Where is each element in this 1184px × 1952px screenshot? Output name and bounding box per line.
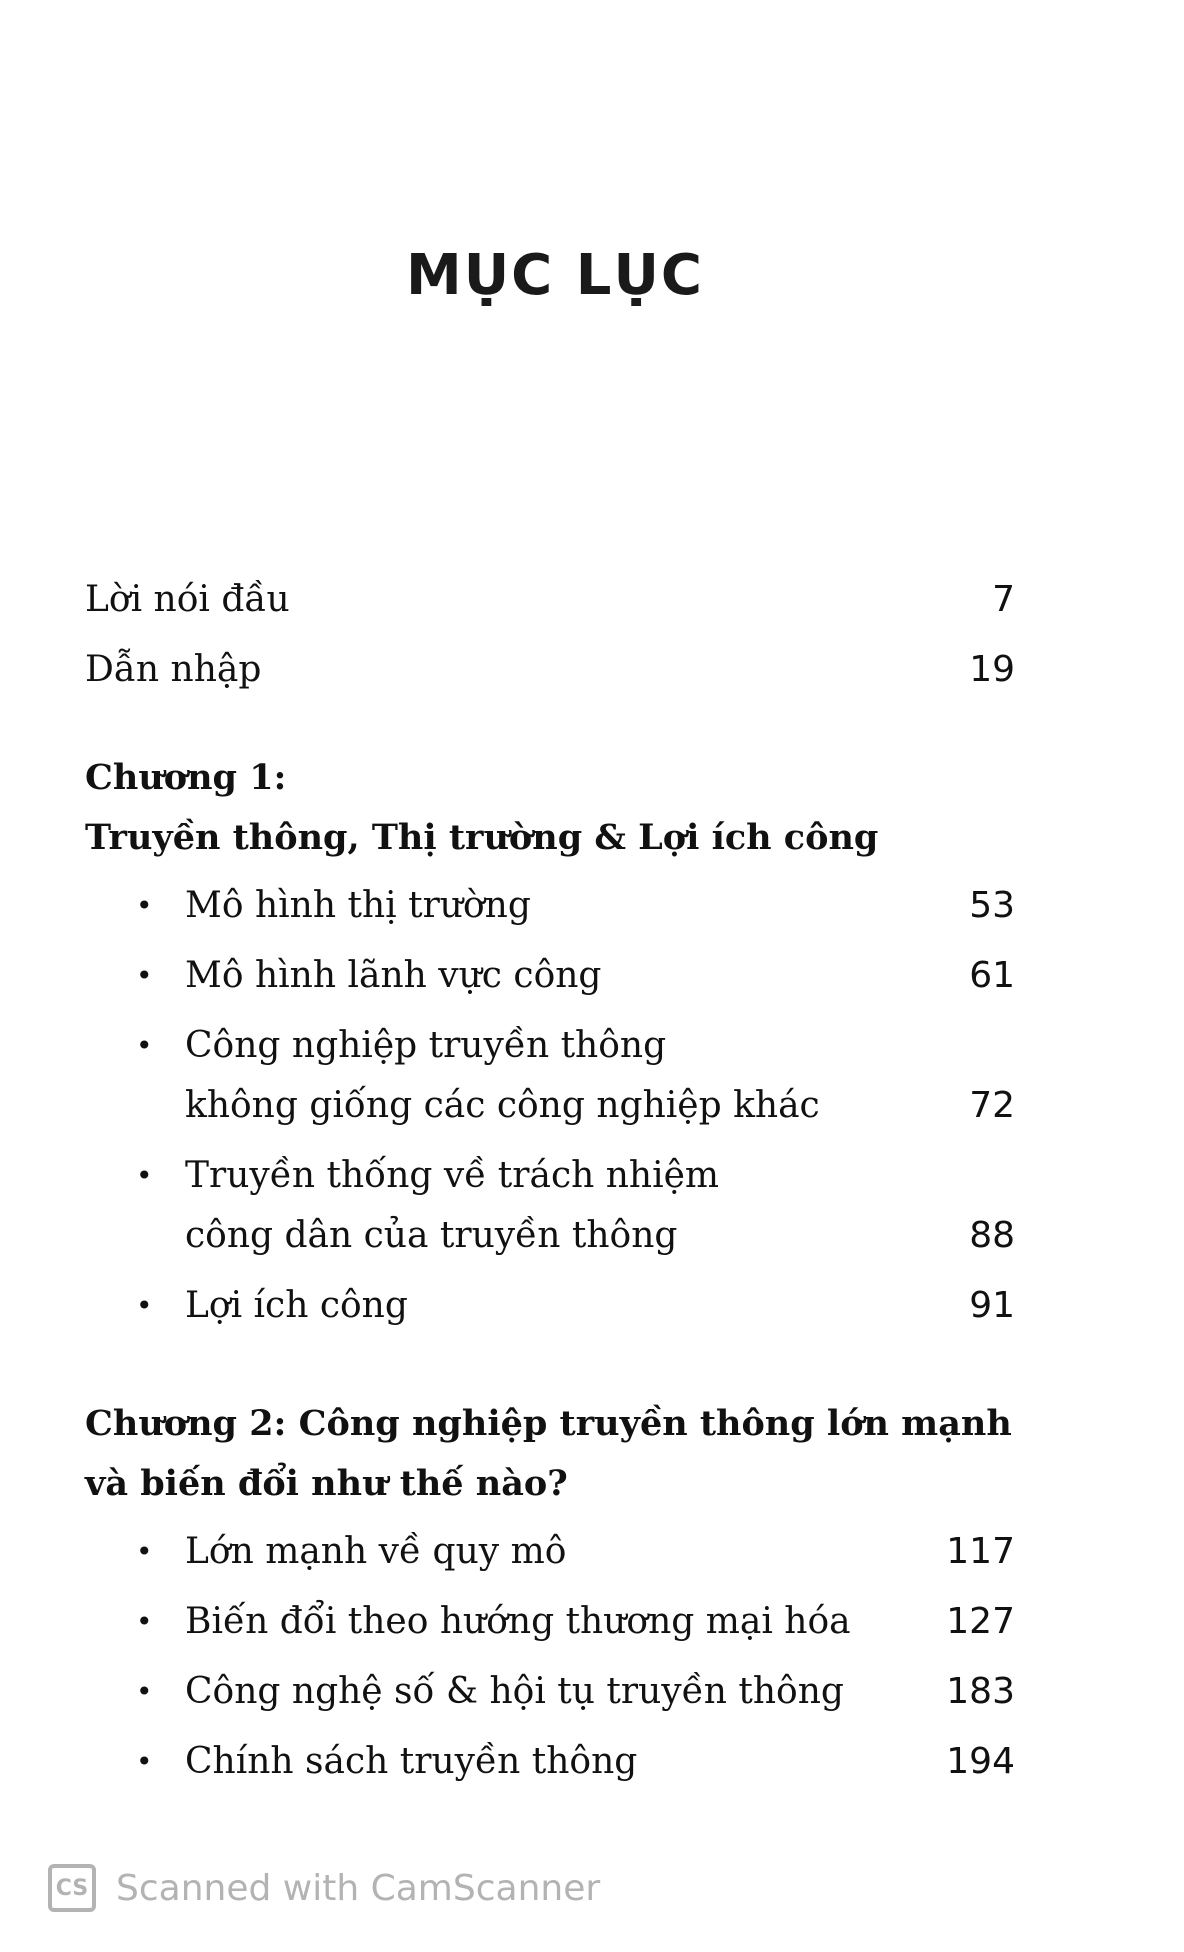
bullet-icon: • <box>136 1675 153 1708</box>
toc-item-page: 88 <box>969 1215 1015 1256</box>
toc-item-label: Chính sách truyền thông <box>185 1741 638 1782</box>
chapter-2-items <box>85 1522 1015 1792</box>
toc-entry-label: Dẫn nhập <box>85 649 262 690</box>
toc-item-page: 194 <box>946 1741 1015 1782</box>
toc-item-label: không giống các công nghiệp khác <box>185 1085 820 1126</box>
camscanner-logo-icon: CS <box>48 1864 96 1912</box>
toc-item-label: Lợi ích công <box>185 1285 408 1326</box>
bullet-icon: • <box>136 1159 153 1192</box>
toc-item[interactable] <box>85 946 1015 1006</box>
toc-item[interactable] <box>85 1146 1015 1266</box>
toc-item-page: 127 <box>946 1601 1015 1642</box>
bullet-icon: • <box>136 959 153 992</box>
toc-entry-label: Lời nói đầu <box>85 579 290 620</box>
toc-item-label: công dân của truyền thông <box>185 1215 678 1256</box>
toc-item[interactable] <box>85 1016 1015 1136</box>
bullet-icon: • <box>136 1029 153 1062</box>
toc-item-label: Công nghệ số & hội tụ truyền thông <box>185 1671 844 1712</box>
chapter-heading-line: Truyền thông, Thị trường & Lợi ích công <box>85 817 879 858</box>
bullet-icon: • <box>136 1605 153 1638</box>
toc-item-label: Công nghiệp truyền thông <box>185 1025 667 1066</box>
toc-item[interactable] <box>85 876 1015 936</box>
chapter-1-items <box>85 876 1015 1336</box>
bullet-icon: • <box>136 1289 153 1322</box>
toc-item-label: Lớn mạnh về quy mô <box>185 1531 567 1572</box>
toc-entry-preface[interactable] <box>85 570 1015 630</box>
toc-item-page: 117 <box>946 1531 1015 1572</box>
chapter-heading-line: và biến đổi như thế nào? <box>85 1463 568 1504</box>
toc-item-label: Biến đổi theo hướng thương mại hóa <box>185 1601 851 1642</box>
chapter-2-heading <box>85 1394 1015 1514</box>
toc-item-label: Truyền thống về trách nhiệm <box>185 1155 720 1196</box>
toc-item-page: 91 <box>969 1285 1015 1326</box>
toc-item[interactable] <box>85 1522 1015 1582</box>
page-title: MỤC LỤC <box>405 242 705 308</box>
chapter-heading-line: Chương 2: Công nghiệp truyền thông lớn mạnh <box>85 1403 1012 1444</box>
toc-item-label: Mô hình thị trường <box>185 885 531 926</box>
bullet-icon: • <box>136 1535 153 1568</box>
table-of-contents <box>85 570 1015 1802</box>
toc-entry-page: 19 <box>969 649 1015 690</box>
toc-item[interactable] <box>85 1662 1015 1722</box>
toc-item-page: 61 <box>969 955 1015 996</box>
camscanner-watermark <box>48 1864 600 1912</box>
toc-item[interactable] <box>85 1732 1015 1792</box>
toc-item[interactable] <box>85 1592 1015 1652</box>
bullet-icon: • <box>136 1745 153 1778</box>
chapter-heading-line: Chương 1: <box>85 757 287 798</box>
toc-item-page: 53 <box>969 885 1015 926</box>
toc-item-page: 183 <box>946 1671 1015 1712</box>
chapter-1-heading <box>85 748 1015 868</box>
watermark-text: Scanned with CamScanner <box>116 1867 601 1909</box>
bullet-icon: • <box>136 889 153 922</box>
toc-item-page: 72 <box>969 1085 1015 1126</box>
toc-entry-page: 7 <box>992 579 1015 620</box>
toc-item-label: Mô hình lãnh vực công <box>185 955 602 996</box>
toc-item[interactable] <box>85 1276 1015 1336</box>
toc-entry-introduction[interactable] <box>85 640 1015 700</box>
